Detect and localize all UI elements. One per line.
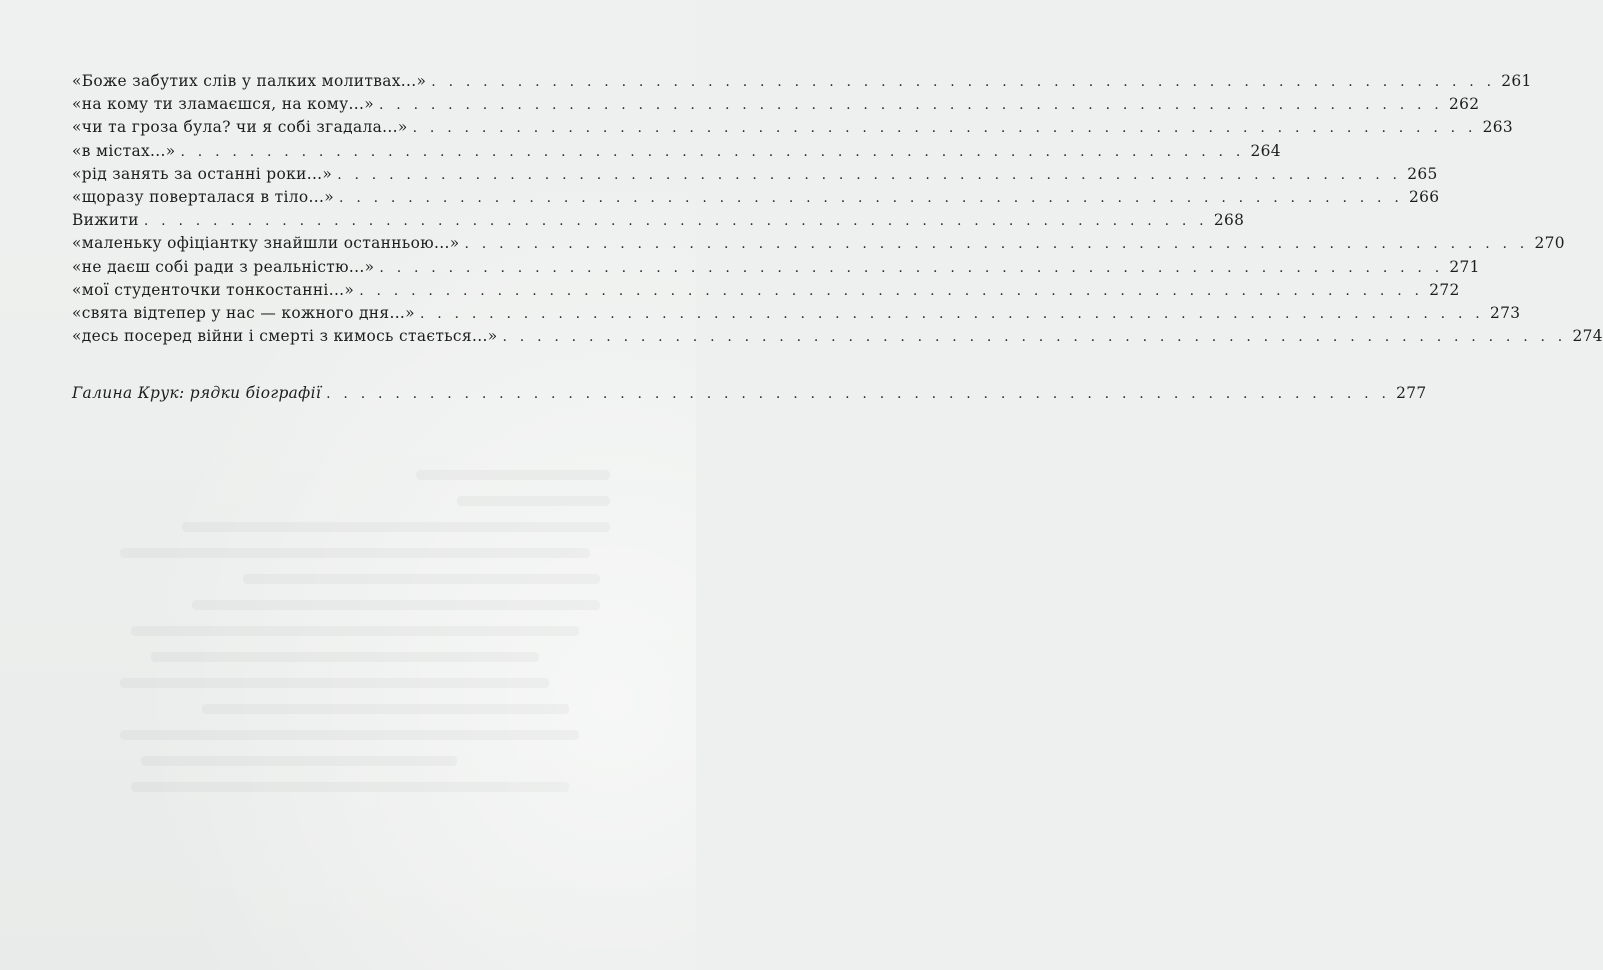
dot-leader: . . . . . . . . . . . . . . . . . . . . . . . . . . . . . . . . . . . . . . . . . . . . . . . . . . . . . . . . . . . . . . (419, 305, 1484, 322)
toc-entry (72, 234, 1565, 257)
toc-entry-page: 262 (1448, 95, 1480, 114)
toc-entry-page: 263 (1482, 118, 1514, 137)
toc-entry (72, 141, 1281, 165)
toc-entry-page: 261 (1501, 72, 1532, 90)
toc-entry-title: «на кому ти зламаєшся, на кому...» (72, 95, 374, 114)
toc-entry (72, 257, 1480, 281)
toc-entry-title: «щоразу поверталася в тіло...» (72, 187, 335, 206)
toc-entry-page: 273 (1489, 303, 1521, 322)
dot-leader: . . . . . . . . . . . . . . . . . . . . . . . . . . . . . . . . . . . . . . . . . . . . . . . . . . . . . . . . . . . . . . (326, 386, 1391, 403)
dot-leader: . . . . . . . . . . . . . . . . . . . . . . . . . . . . . . . . . . . . . . . . . . . . . . . . . . . . . . . . . . . . . . (378, 97, 1443, 114)
toc-entry-page: 265 (1407, 164, 1438, 183)
toc-entry-title: «в містах...» (72, 141, 176, 160)
dot-leader: . . . . . . . . . . . . . . . . . . . . . . . . . . . . . . . . . . . . . . . . . . . . . . . . . . . . . . . . . . . . . . (431, 74, 1496, 90)
toc-entry-title: «свята відтепер у нас — кожного дня...» (72, 303, 415, 322)
toc-entry (72, 72, 1532, 95)
toc-entry (72, 280, 1460, 304)
dot-leader: . . . . . . . . . . . . . . . . . . . . . . . . . . . . . . . . . . . . . . . . . . . . . . . . . . . . . . . . . . . . . . (359, 282, 1424, 299)
toc-entry-page: 274 (1572, 327, 1603, 346)
toc-entry (72, 327, 1603, 350)
dot-leader: . . . . . . . . . . . . . . . . . . . . . . . . . . . . . . . . . . . . . . . . . . . . . . . . . . . . . . . . . . . . . . (339, 189, 1403, 206)
toc-entry-title: «не даєш собі ради з реальністю...» (72, 257, 375, 276)
toc-entry (72, 95, 1480, 118)
toc-entry-title: «чи та гроза була? чи я собі згадала...» (72, 118, 408, 137)
dot-leader: . . . . . . . . . . . . . . . . . . . . . . . . . . . . . . . . . . . . . . . . . . . . . . . . . . . . . . . . . . . . . . (337, 166, 1402, 183)
dot-leader: . . . . . . . . . . . . . . . . . . . . . . . . . . . . . . . . . . . . . . . . . . . . . . . . . . . . . . . . . . . . . . (379, 259, 1444, 276)
toc-entry-title: «десь посеред війни і смерті з кимось стається...» (72, 327, 498, 346)
toc-entry-title: Галина Крук: рядки біографії (72, 384, 322, 403)
dot-leader: . . . . . . . . . . . . . . . . . . . . . . . . . . . . . . . . . . . . . . . . . . . . . . . . . . . . . . . . . . . . . . (143, 213, 1208, 230)
toc-entry (72, 187, 1440, 211)
show-through-text (100, 470, 610, 890)
toc-entry-title: «мої студенточки тонкостанні...» (72, 280, 355, 299)
table-of-contents (72, 72, 1603, 407)
toc-entry (72, 164, 1438, 188)
dot-leader: . . . . . . . . . . . . . . . . . . . . . . . . . . . . . . . . . . . . . . . . . . . . . . . . . . . . . . . . . . . . . . (412, 120, 1477, 137)
toc-entry-page: 270 (1534, 234, 1565, 253)
toc-entry-page: 272 (1429, 280, 1460, 299)
toc-entry-title: «рід занять за останні роки...» (72, 164, 333, 183)
toc-entry-title: Вижити (72, 211, 139, 230)
toc-entry (72, 118, 1514, 141)
dot-leader: . . . . . . . . . . . . . . . . . . . . . . . . . . . . . . . . . . . . . . . . . . . . . . . . . . . . . . . . . . . . . . (464, 236, 1529, 253)
dot-leader: . . . . . . . . . . . . . . . . . . . . . . . . . . . . . . . . . . . . . . . . . . . . . . . . . . . . . . . . . . . . . . (180, 143, 1245, 160)
toc-entry (72, 303, 1521, 327)
toc-entry (72, 211, 1245, 234)
toc-entry-page: 264 (1250, 141, 1281, 160)
toc-entry-title: «Боже забутих слів у палких молитвах...» (72, 72, 427, 90)
toc-entry-page: 277 (1396, 384, 1427, 403)
toc-entry-page: 268 (1213, 211, 1245, 230)
dot-leader: . . . . . . . . . . . . . . . . . . . . . . . . . . . . . . . . . . . . . . . . . . . . . . . . . . . . . . . . . . . . . . (502, 329, 1567, 346)
toc-entry-page: 271 (1449, 257, 1480, 276)
toc-entry-page: 266 (1409, 187, 1440, 206)
toc-entry-biography (72, 384, 1427, 407)
toc-entry-title: «маленьку офіціантку знайшли останньою...» (72, 234, 460, 253)
